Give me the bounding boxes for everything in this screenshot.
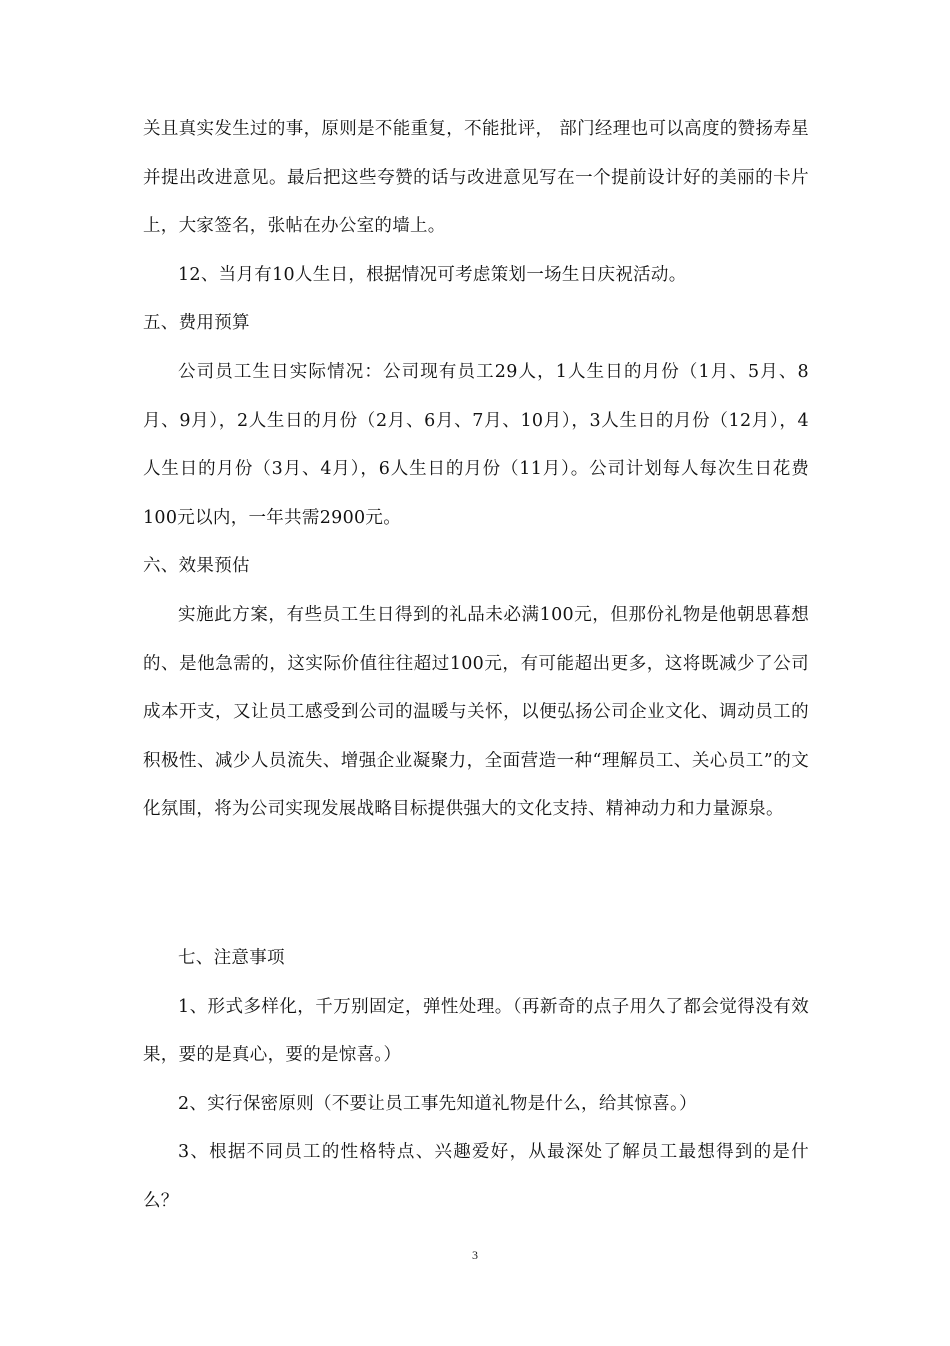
page-number: 3 bbox=[472, 1248, 478, 1262]
note-item-3: 3、根据不同员工的性格特点、兴趣爱好，从最深处了解员工最想得到的是什么？ bbox=[143, 1142, 809, 1211]
paragraph-item-12: 12、当月有10人生日，根据情况可考虑策划一场生日庆祝活动。 bbox=[178, 264, 687, 285]
section-heading-budget: 五、费用预算 bbox=[143, 313, 250, 334]
section-heading-notes: 七、注意事项 bbox=[178, 948, 285, 968]
section-heading-effect: 六、效果预估 bbox=[143, 556, 250, 577]
paragraph-effect: 实施此方案，有些员工生日得到的礼品未必满100元，但那份礼物是他朝思暮想的、是他急需的，这实际价值往往超过100元，有可能超出更多，这将既减少了公司成本开支，又让员工感受到公司的温暖与关怀，以便弘扬公司企业文化、调动员工的积极性、减少人员流失、增强企业凝聚力，全面营造一种“理解员工、关心员工”的文化氛围，将为公司实现发展战略目标提供强大的文化支持、精神动力和力量源泉。 bbox=[143, 604, 809, 820]
paragraph-continuation: 关且真实发生过的事，原则是不能重复，不能批评， 部门经理也可以高度的赞扬寿星并提出改进意见。最后把这些夸赞的话与改进意见写在一个提前设计好的美丽的卡片上，大家签名，张帖在办公室的墙上。 bbox=[143, 119, 809, 237]
text-block-upper bbox=[143, 105, 809, 834]
text-block-lower bbox=[143, 934, 809, 1226]
note-item-1: 1、形式多样化，千万别固定，弹性处理。（再新奇的点子用久了都会觉得没有效果，要的是真心，要的是惊喜。） bbox=[143, 996, 809, 1066]
note-item-2: 2、实行保密原则（不要让员工事先知道礼物是什么，给其惊喜。） bbox=[178, 1093, 697, 1114]
paragraph-budget: 公司员工生日实际情况：公司现有员工29人，1人生日的月份（1月、5月、8月、9月），2人生日的月份（2月、6月、7月、10月），3人生日的月份（12月），4人生日的月份（3月、4月），6人生日的月份（11月）。公司计划每人每次生日花费100元以内，一年共需2900元。 bbox=[143, 361, 809, 528]
